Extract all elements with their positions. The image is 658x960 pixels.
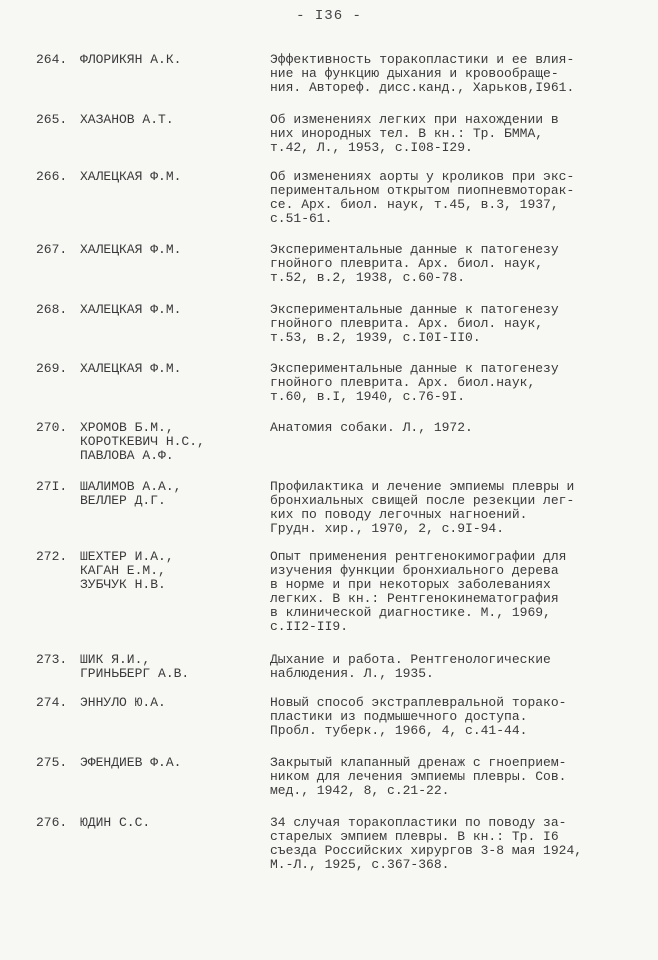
author-name: ГРИНЬБЕРГ А.В. [80,666,190,681]
reference-line: периментальном открытом пиопневмоторак- [270,183,575,198]
reference-line: М.-Л., 1925, с.367-368. [270,857,450,872]
entry-number: 273. [36,652,68,667]
author-name: КОРОТКЕВИЧ Н.С., [80,434,205,449]
entry-number: 275. [36,755,68,770]
reference-line: них инородных тел. В кн.: Тр. БММА, [270,126,544,141]
reference-line: с.51-61. [270,211,333,226]
reference-line: т.60, в.I, 1940, с.76-9I. [270,389,466,404]
entry-number: 270. [36,420,68,435]
reference-line: с.II2-II9. [270,619,349,634]
author-name: ХРОМОВ Б.М., [80,420,174,435]
reference-line: 34 случая торакопластики по поводу за- [270,815,567,830]
entry-reference [270,362,630,404]
author-name: ХАЛЕЦКАЯ Ф.М. [80,361,182,376]
reference-line: Пробл. туберк., 1966, 4, с.41-44. [270,723,528,738]
reference-line: ником для лечения эмпиемы плевры. Сов. [270,769,567,784]
reference-line: бронхиальных свищей после резекции лег- [270,493,575,508]
reference-line: Закрытый клапанный дренаж с гноеприем- [270,755,567,770]
reference-line: гнойного плеврита. Арх. биол. наук, [270,316,544,331]
entry-number: 272. [36,549,68,564]
author-name: ШЕХТЕР И.А., [80,549,174,564]
author-name: ЗУБЧУК Н.В. [80,577,166,592]
reference-line: Новый способ экстраплевральной торако- [270,695,567,710]
reference-line: Опыт применения рентгенокимографии для [270,549,567,564]
author-name: ШИК Я.И., [80,652,151,667]
entry-authors [80,696,265,710]
author-name: ЭННУЛО Ю.А. [80,695,166,710]
reference-line: т.42, Л., 1953, с.I08-I29. [270,140,473,155]
reference-line: в клинической диагностике. М., 1969, [270,605,551,620]
reference-line: Экспериментальные данные к патогенезу [270,361,559,376]
reference-line: пластики из подмышечного доступа. [270,709,528,724]
entry-authors [80,756,265,770]
entry-number: 265. [36,112,68,127]
author-name: ЮДИН С.С. [80,815,151,830]
entry-number: 274. [36,695,68,710]
author-name: ВЕЛЛЕР Д.Г. [80,493,166,508]
entry-reference [270,756,630,798]
entry-reference [270,653,630,681]
reference-line: изучения функции бронхиального дерева [270,563,559,578]
entry-reference [270,480,630,536]
entry-authors [80,303,265,317]
entry-reference [270,243,630,285]
author-name: КАГАН Е.М., [80,563,166,578]
entry-number: 269. [36,361,68,376]
reference-line: Анатомия собаки. Л., 1972. [270,420,473,435]
entry-reference [270,53,630,95]
page-number: - I36 - [296,8,362,24]
reference-line: ких по поводу легочных нагноений. [270,507,528,522]
entry-authors [80,113,265,127]
reference-line: Грудн. хир., 1970, 2, с.9I-94. [270,521,505,536]
author-name: ЭФЕНДИЕВ Ф.А. [80,755,182,770]
author-name: ХАЛЕЦКАЯ Ф.М. [80,169,182,184]
reference-line: гнойного плеврита. Арх. биол. наук, [270,256,544,271]
author-name: ХАЛЕЦКАЯ Ф.М. [80,242,182,257]
entry-number: 264. [36,52,68,67]
entry-number: 27I. [36,479,68,494]
entry-number: 266. [36,169,68,184]
reference-line: ние на функцию дыхания и кровообраще- [270,66,559,81]
entry-number: 276. [36,815,68,830]
reference-line: Дыхание и работа. Рентгенологические [270,652,551,667]
entry-authors [80,653,265,681]
author-name: ПАВЛОВА А.Ф. [80,448,174,463]
reference-line: Об изменениях легких при нахождении в [270,112,559,127]
reference-line: мед., 1942, 8, с.21-22. [270,783,450,798]
reference-line: се. Арх. биол. наук, т.45, в.3, 1937, [270,197,559,212]
entry-authors [80,421,265,463]
reference-line: ния. Автореф. дисс.канд., Харьков,I961. [270,80,575,95]
reference-line: в норме и при некоторых заболеваниях [270,577,551,592]
entry-reference [270,170,630,226]
reference-line: Эффективность торакопластики и ее влия- [270,52,575,67]
reference-line: старелых эмпием плевры. В кн.: Тр. I6 [270,829,559,844]
entry-authors [80,480,265,508]
reference-line: т.52, в.2, 1938, с.60-78. [270,270,466,285]
reference-line: легких. В кн.: Рентгенокинематография [270,591,559,606]
reference-line: Экспериментальные данные к патогенезу [270,302,559,317]
reference-line: т.53, в.2, 1939, с.I0I-II0. [270,330,481,345]
entry-authors [80,816,265,830]
entry-reference [270,113,630,155]
entry-reference [270,696,630,738]
entry-reference [270,816,630,872]
reference-line: съезда Российских хирургов 3-8 мая 1924, [270,843,583,858]
reference-line: Экспериментальные данные к патогенезу [270,242,559,257]
entry-number: 267. [36,242,68,257]
entry-authors [80,170,265,184]
entry-reference [270,421,630,435]
author-name: ХАЗАНОВ А.Т. [80,112,174,127]
reference-line: Об изменениях аорты у кроликов при экс- [270,169,575,184]
entry-reference [270,303,630,345]
entry-authors [80,243,265,257]
entry-number: 268. [36,302,68,317]
entry-authors [80,362,265,376]
author-name: ШАЛИМОВ А.А., [80,479,182,494]
entry-reference [270,550,630,634]
author-name: ФЛОРИКЯН А.К. [80,52,182,67]
reference-line: гнойного плеврита. Арх. биол.наук, [270,375,536,390]
reference-line: наблюдения. Л., 1935. [270,666,434,681]
entry-authors [80,53,265,67]
reference-line: Профилактика и лечение эмпиемы плевры и [270,479,575,494]
entry-authors [80,550,265,592]
author-name: ХАЛЕЦКАЯ Ф.М. [80,302,182,317]
